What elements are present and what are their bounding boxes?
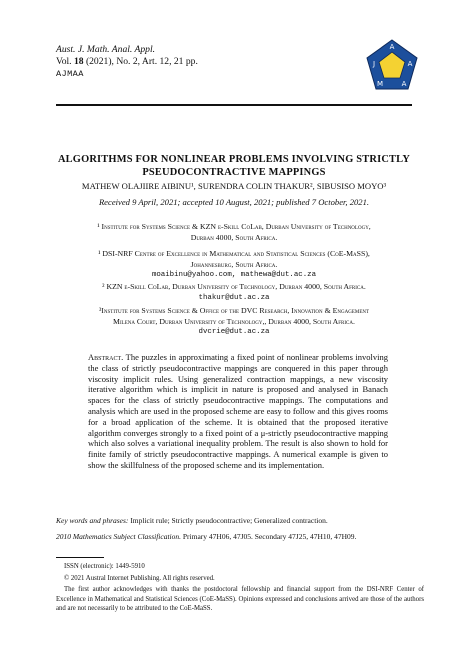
affiliation: ³Institute for Systems Science & Office of the DVC Research, Innovation & Engagement Milena Court, Durban University of Technology,, Durban 4000, South Africa. dvcrie@dut.ac.za	[56, 306, 412, 338]
logo-letter: M	[376, 80, 384, 88]
author-email: thakur@dut.ac.za	[198, 293, 270, 302]
journal-title: Aust. J. Math. Anal. Appl.	[56, 44, 156, 55]
journal-header	[56, 44, 356, 80]
volume-number: 18	[73, 56, 84, 67]
abstract-label: Abstract.	[88, 352, 124, 362]
journal-logo-icon	[364, 38, 420, 94]
author-list: MATHEW OLAJIIRE AIBINU¹, SURENDRA COLIN THAKUR², SIBUSISO MOYO³	[81, 181, 387, 191]
volume-info: Vol. 18 (2021), No. 2, Art. 12, 21 pp.	[56, 56, 198, 67]
author-email: moaibinu@yahoo.com, mathewa@dut.ac.za	[151, 271, 317, 279]
acknowledgement-footnote: The first author acknowledges with thanks the postdoctoral fellowship and financial support from the DSI-NRF Center of Excellence in Mathematical and Statistical Sciences (CoE-MaSS). Opinions expressed and conclusions arrived are those of the authors and are not necessarily to be attributed to the CoE-MaSS.	[56, 586, 424, 613]
subject-classification: 2010 Mathematics Subject Classification. Primary 47H06, 47J05. Secondary 47J25, 47H10, 47H09.	[56, 532, 357, 541]
copyright-footnote: © 2021 Austral Internet Publishing. All rights reserved.	[64, 575, 215, 582]
affiliation: ¹ Institute for Systems Science & KZN e-Skill CoLab, Durban University of Technology, Durban 4000, South Africa.	[97, 222, 371, 242]
footnote-rule	[56, 557, 104, 558]
logo-letter: J	[372, 60, 376, 68]
logo-letter: A	[401, 80, 407, 88]
keywords: Key words and phrases: Implicit rule; Strictly pseudocontractive; Generalized contraction.	[56, 516, 328, 525]
logo-letter: A	[407, 60, 413, 68]
publication-dates: Received 9 April, 2021; accepted 10 August, 2021; published 7 October, 2021.	[98, 197, 370, 207]
author-email: dvcrie@dut.ac.za	[198, 328, 270, 336]
paper-title: ALGORITHMS FOR NONLINEAR PROBLEMS INVOLVING STRICTLY PSEUDOCONTRACTIVE MAPPINGS	[57, 154, 411, 178]
affiliation: ¹ DSI-NRF Centre of Excellence in Mathematical and Statistical Sciences (CoE-MaSS), Johannesburg, South Africa. moaibinu@yahoo.com, mathewa@dut.ac.za	[56, 249, 412, 281]
affiliation: ² KZN e-Skill CoLab, Durban University of Technology, Durban 4000, South Africa. thakur@dut.ac.za	[56, 282, 412, 303]
logo-letter: A	[389, 43, 395, 51]
issn-footnote: ISSN (electronic): 1449-5910	[64, 563, 145, 570]
journal-abbrev: AJMAA	[56, 69, 84, 79]
abstract-text: The puzzles in approximating a fixed point of nonlinear problems involving the class of strictly pseudocontractive mappings are conquered in this paper through viscosity implicit rules. Using generalized contraction mappings, a new viscosity iterative algorithm which is implicit in nature is proposed and analysed in Banach spaces for the class of strictly pseudocontractive mappings. The computations and analysis which are used in the proposed scheme are easy to follow and this gives rooms for a broad application of the scheme. It is obtained that the proposed iterative algorithm converges strongly to a fixed point of a μ-strictly pseudocontractive mapping which also solves a variational inequality problem. The result is also shown to hold for finite family of strictly pseudocontractive mappings. A numerical example is given to show the skillfulness of the proposed scheme and its implementation.	[88, 352, 388, 470]
abstract	[88, 352, 388, 471]
header-rule	[56, 104, 412, 106]
